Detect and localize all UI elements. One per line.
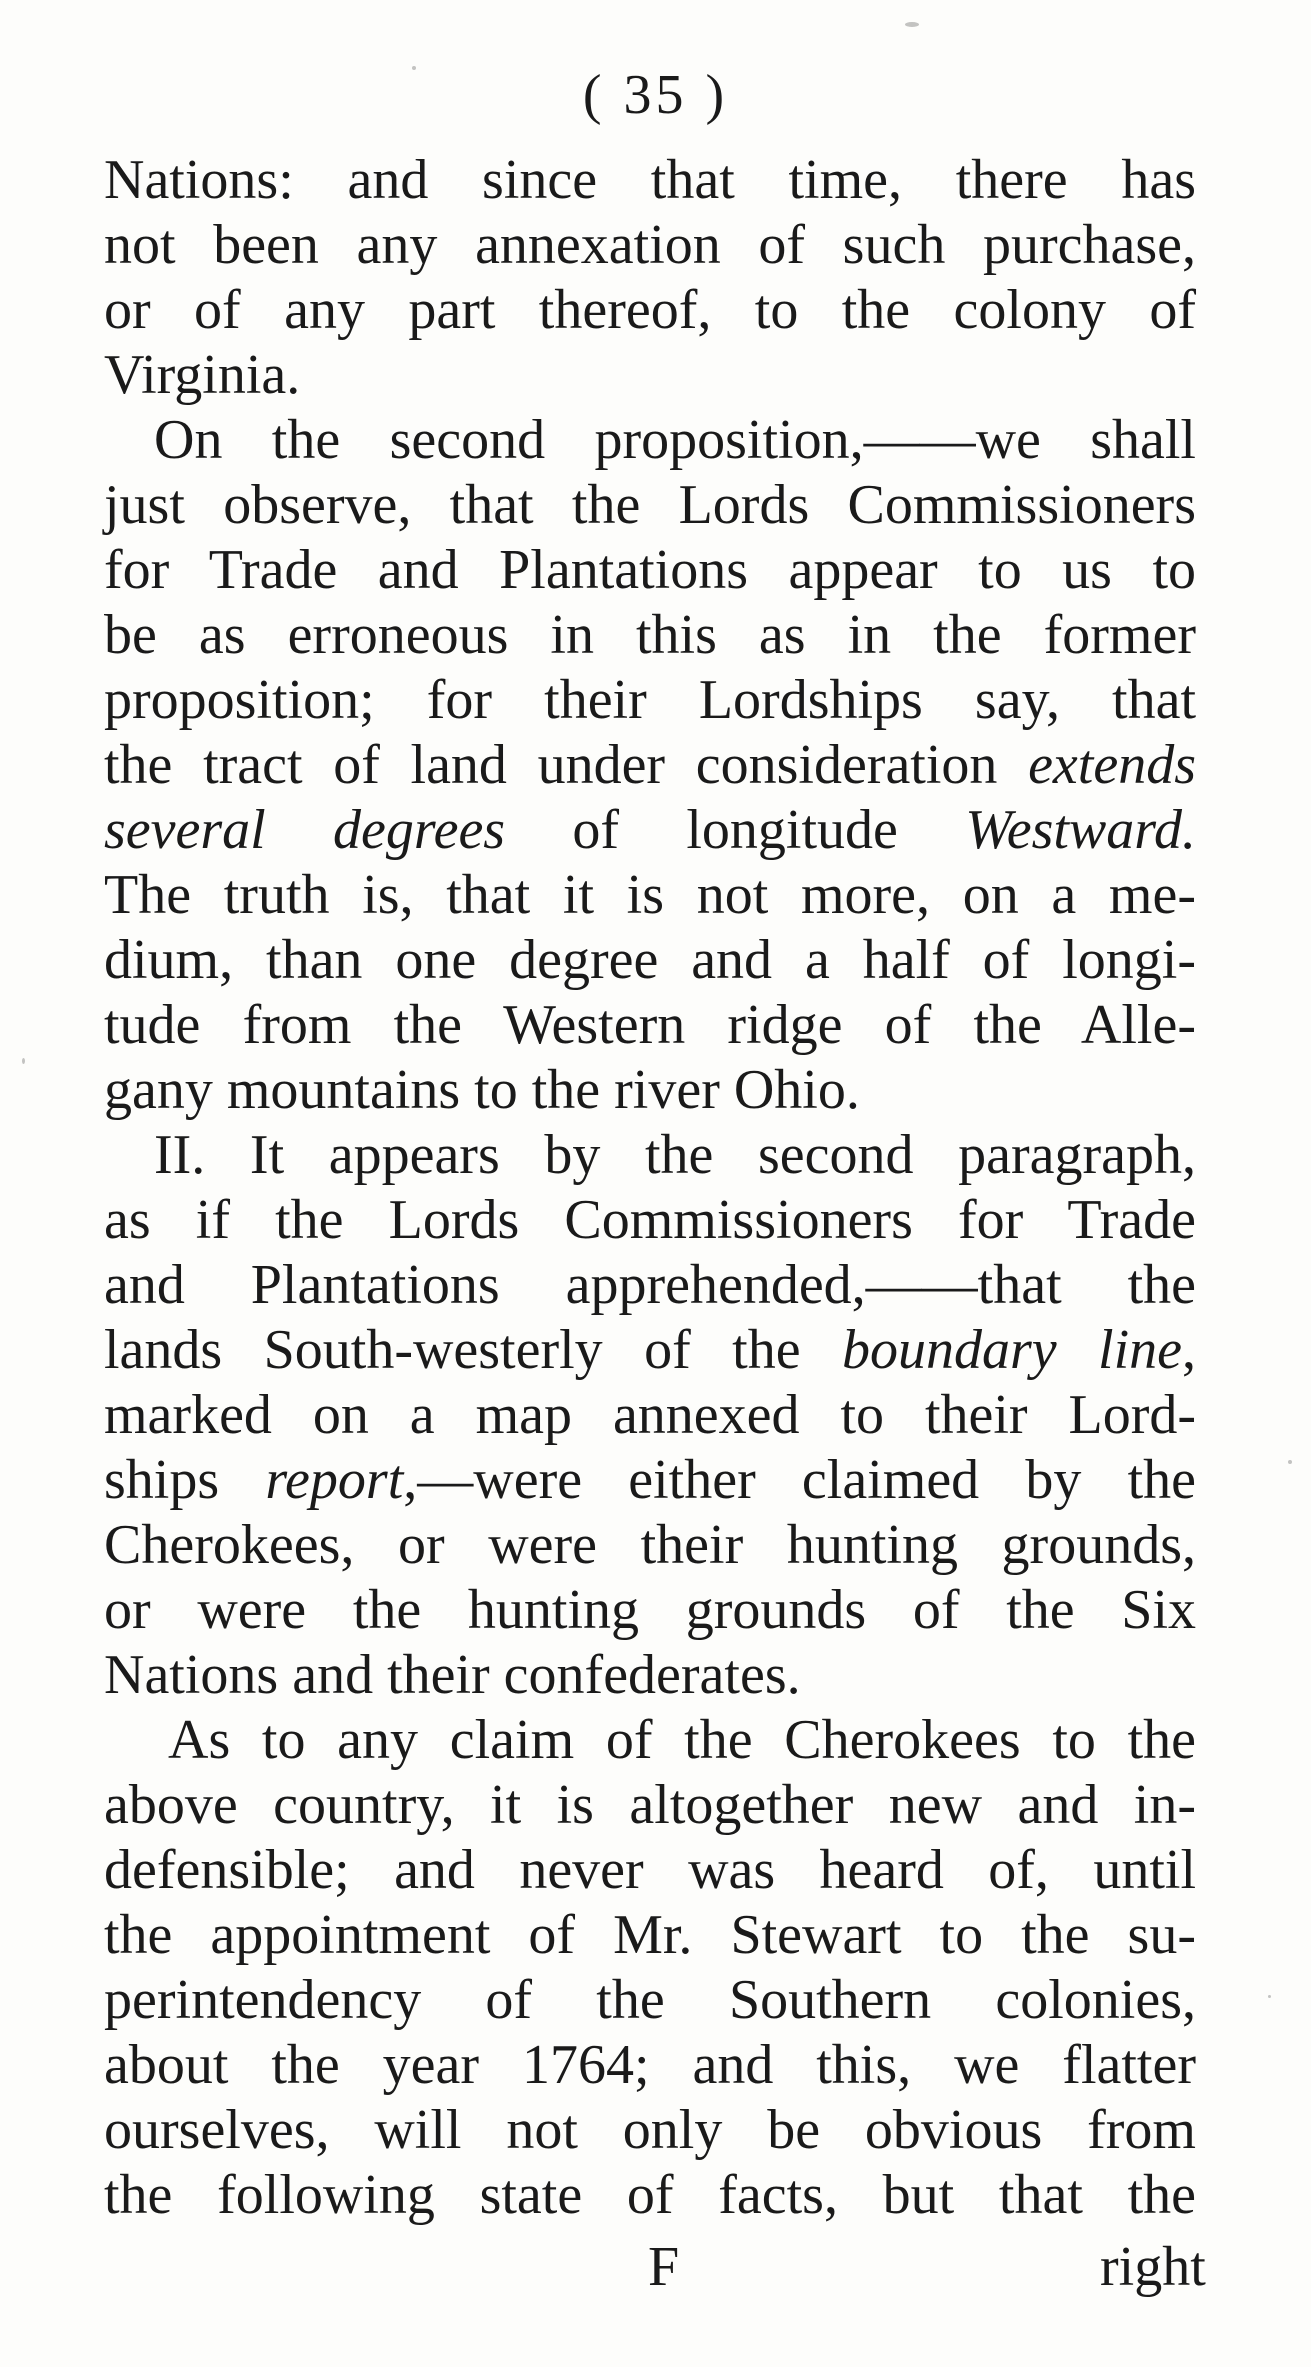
paragraph-start-line: On the second proposition,——we shall bbox=[154, 409, 1196, 471]
body-text bbox=[104, 148, 1196, 2228]
italic-text: several degrees bbox=[104, 799, 506, 861]
text-line: proposition; for their Lordships say, that bbox=[104, 669, 1196, 731]
page-number: ( 35 ) bbox=[582, 64, 729, 126]
paragraph-start-line: As to any claim of the Cherokees to the bbox=[168, 1709, 1196, 1771]
text-line: or were the hunting grounds of the Six bbox=[104, 1579, 1196, 1641]
text-line: Cherokees, or were their hunting grounds, bbox=[104, 1514, 1196, 1576]
text-line: be as erroneous in this as in the former bbox=[104, 604, 1196, 666]
text-line: above country, it is altogether new and in- bbox=[104, 1774, 1196, 1836]
text-line: Nations: and since that time, there has bbox=[104, 149, 1196, 211]
text-line: for Trade and Plantations appear to us to bbox=[104, 539, 1196, 601]
paper-speck bbox=[905, 22, 919, 27]
text-line: gany mountains to the river Ohio. bbox=[104, 1059, 860, 1121]
text-line: ships report,—were either claimed by the bbox=[104, 1449, 1196, 1511]
text-line: and Plantations apprehended,——that the bbox=[104, 1254, 1196, 1316]
signature-mark: F bbox=[648, 2236, 680, 2298]
text-line: perintendency of the Southern colonies, bbox=[104, 1969, 1196, 2031]
text-line: Virginia. bbox=[104, 344, 301, 406]
italic-text: boundary line bbox=[841, 1319, 1182, 1381]
text-line: the tract of land under consideration extends bbox=[104, 734, 1196, 796]
text-line: dium, than one degree and a half of longi- bbox=[104, 929, 1196, 991]
text-line: The truth is, that it is not more, on a me- bbox=[104, 864, 1196, 926]
text-line: about the year 1764; and this, we flatter bbox=[104, 2034, 1196, 2096]
text-line: not been any annexation of such purchase, bbox=[104, 214, 1196, 276]
paragraph-start-line: II. It appears by the second paragraph, bbox=[154, 1124, 1196, 1186]
paper-speck bbox=[412, 66, 416, 70]
text-line: ourselves, will not only be obvious from bbox=[104, 2099, 1196, 2161]
page-footer bbox=[0, 2232, 1311, 2302]
text-line: marked on a map annexed to their Lord- bbox=[104, 1384, 1196, 1446]
text-line: Nations and their confederates. bbox=[104, 1644, 801, 1706]
text-line: or of any part thereof, to the colony of bbox=[104, 279, 1196, 341]
text-line: the following state of facts, but that the bbox=[104, 2164, 1196, 2226]
text-line: lands South-westerly of the boundary line, bbox=[104, 1319, 1196, 1381]
paper-speck bbox=[1268, 1995, 1271, 1998]
text-line: defensible; and never was heard of, until bbox=[104, 1839, 1196, 1901]
italic-text: extends bbox=[1028, 734, 1196, 796]
text-line: tude from the Western ridge of the Alle- bbox=[104, 994, 1196, 1056]
italic-text: report bbox=[265, 1449, 404, 1511]
text-line: the appointment of Mr. Stewart to the su- bbox=[104, 1904, 1196, 1966]
paper-speck bbox=[22, 1058, 25, 1064]
paper-speck bbox=[1288, 1460, 1292, 1464]
text-line: just observe, that the Lords Commissioners bbox=[104, 474, 1196, 536]
catchword: right bbox=[1100, 2236, 1206, 2298]
text-line: several degrees of longitude Westward. bbox=[104, 799, 1196, 861]
italic-text: Westward. bbox=[965, 799, 1196, 861]
text-line: as if the Lords Commissioners for Trade bbox=[104, 1189, 1196, 1251]
